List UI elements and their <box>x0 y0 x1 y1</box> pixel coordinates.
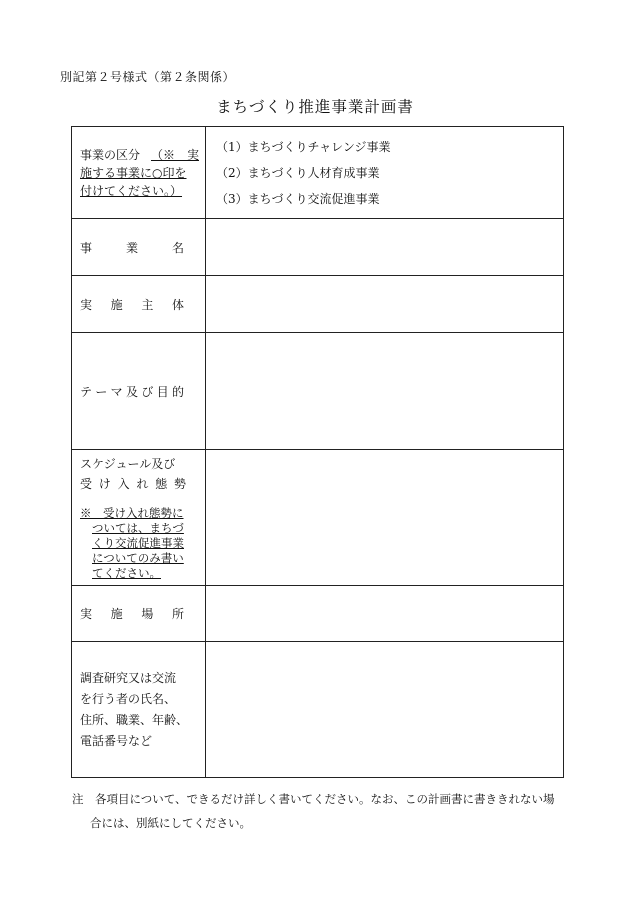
schedule-char-3: 入 <box>117 477 130 491</box>
schedule-label-line1: スケジュール及び <box>80 457 176 471</box>
category-label-cell <box>72 127 206 219</box>
row-schedule <box>72 450 564 586</box>
schedule-char-4: れ <box>136 477 149 491</box>
schedule-char-2: け <box>98 477 111 491</box>
researcher-line1: 調査研究又は交流 <box>80 670 177 685</box>
organizer-field[interactable] <box>206 276 564 333</box>
category-option-2[interactable]: （2）まちづくり人材育成事業 <box>216 165 380 180</box>
project-name-char-1: 事 <box>80 240 93 255</box>
schedule-char-6: 勢 <box>173 477 186 491</box>
category-note-l1: （※ 実 <box>150 147 199 162</box>
schedule-note <box>80 506 199 581</box>
schedule-char-5: 態 <box>155 477 168 491</box>
project-name-char-2: 業 <box>125 240 138 255</box>
theme-char-7: 的 <box>171 384 184 399</box>
venue-label <box>72 586 206 642</box>
researcher-label <box>72 642 206 778</box>
category-option-3[interactable]: （3）まちづくり交流促進事業 <box>216 191 380 206</box>
venue-char-4: 所 <box>171 607 184 621</box>
theme-field[interactable] <box>206 333 564 450</box>
row-theme <box>72 333 564 450</box>
organizer-label <box>72 276 206 333</box>
researcher-field[interactable] <box>206 642 564 778</box>
plan-table <box>71 126 564 778</box>
venue-char-1: 実 <box>80 607 93 621</box>
researcher-line3: 住所、職業、年齢、 <box>80 712 189 727</box>
schedule-char-1: 受 <box>80 477 93 491</box>
organizer-char-3: 主 <box>141 297 154 312</box>
theme-char-2: ー <box>95 384 108 399</box>
row-venue <box>72 586 564 642</box>
category-label-text: 事業の区分 <box>80 147 141 162</box>
theme-label <box>72 333 206 450</box>
organizer-char-4: 体 <box>171 297 184 312</box>
project-name-field[interactable] <box>206 219 564 276</box>
row-researcher <box>72 642 564 778</box>
theme-char-4: 及 <box>125 384 138 399</box>
project-name-label <box>72 219 206 276</box>
researcher-line2: を行う者の氏名、 <box>80 691 177 706</box>
organizer-char-2: 施 <box>110 297 123 312</box>
schedule-note-l2: ついては、まちづ <box>92 521 184 535</box>
form-number: 別記第２号様式（第２条関係） <box>60 70 236 84</box>
row-category <box>72 127 564 219</box>
category-label <box>80 146 199 200</box>
category-note-l3: 付けてください。） <box>80 183 183 198</box>
theme-char-6: 目 <box>156 384 169 399</box>
schedule-note-l5: てください。 <box>92 566 161 580</box>
venue-char-2: 施 <box>110 607 123 621</box>
document-title: まちづくり推進事業計画書 <box>216 98 414 116</box>
schedule-field[interactable] <box>206 450 564 586</box>
category-note-l2: 施する事業に○印を <box>80 165 187 180</box>
venue-field[interactable] <box>206 586 564 642</box>
footnote-line1: 注 各項目について、できるだけ詳しく書いてください。なお、この計画書に書ききれない場 <box>72 792 555 806</box>
theme-char-5: び <box>141 384 154 399</box>
theme-char-3: マ <box>110 384 123 399</box>
schedule-label <box>72 450 206 586</box>
project-name-char-3: 名 <box>171 240 184 255</box>
schedule-note-l4: についてのみ書い <box>92 551 184 565</box>
theme-char-1: テ <box>80 384 93 399</box>
row-organizer <box>72 276 564 333</box>
footnote <box>72 787 582 835</box>
schedule-note-l1: ※ 受け入れ態勢に <box>80 506 184 520</box>
row-project-name <box>72 219 564 276</box>
schedule-note-l3: くり交流促進事業 <box>92 536 184 550</box>
category-options-cell[interactable] <box>206 127 564 219</box>
category-option-1[interactable]: （1）まちづくりチャレンジ事業 <box>216 139 391 154</box>
researcher-line4: 電話番号など <box>80 733 153 748</box>
venue-char-3: 場 <box>141 607 154 621</box>
organizer-char-1: 実 <box>80 297 93 312</box>
footnote-line2: 合には、別紙にしてください。 <box>90 816 251 830</box>
